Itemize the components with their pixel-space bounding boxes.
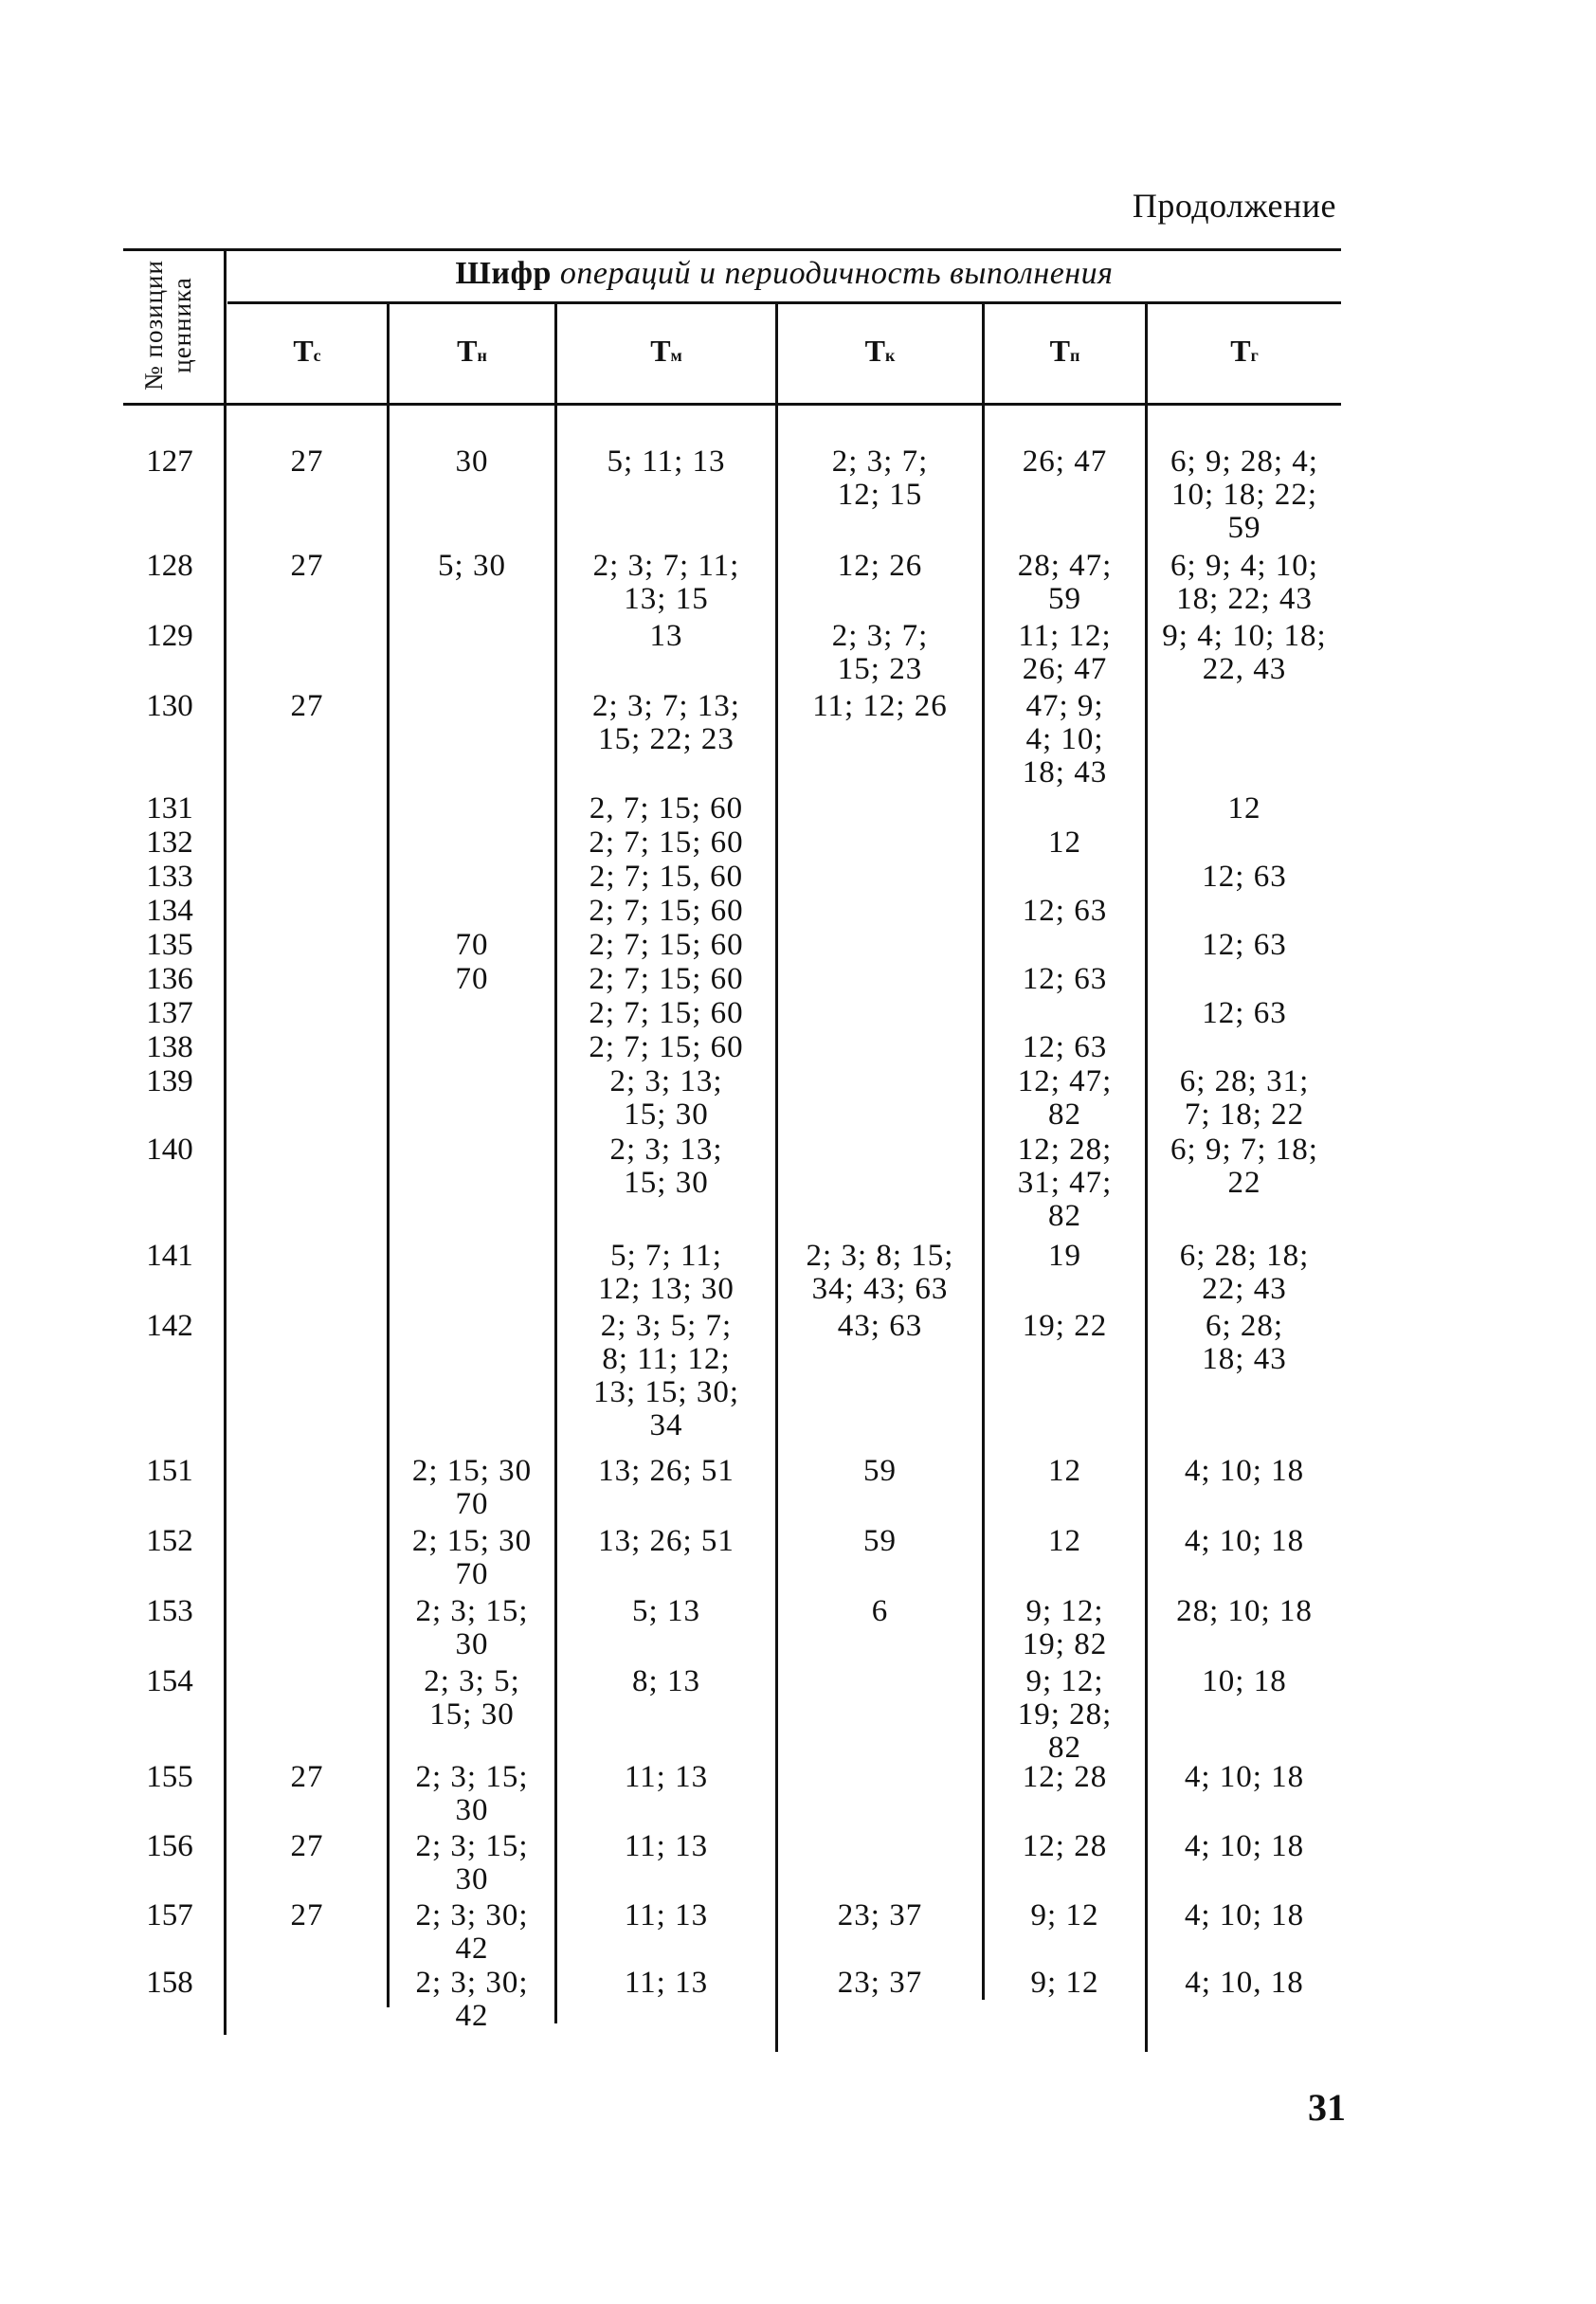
table-cell-tp: 12 — [1048, 1454, 1081, 1488]
table-cell-tm: 2; 3; 5; 7; 8; 11; 12; 13; 15; 30; 34 — [592, 1309, 739, 1442]
column-header-tm-sub: м — [670, 346, 682, 365]
column-header-tg-main: Т — [1230, 334, 1251, 368]
operations-group-header — [227, 256, 1341, 292]
table-cell-tm: 11; 13 — [624, 1760, 709, 1794]
table-cell-tk: 2; 3; 8; 15; 34; 43; 63 — [806, 1239, 954, 1306]
position-number-header — [97, 254, 239, 396]
table-cell-tm: 2; 7; 15; 60 — [589, 894, 744, 928]
table-cell-tp: 12; 63 — [1022, 1030, 1108, 1064]
table-cell-tn: 2; 3; 30; 42 — [415, 1898, 529, 1966]
table-cell-tg: 10; 18 — [1202, 1664, 1287, 1698]
table-cell-tc: 27 — [290, 444, 324, 479]
table-cell-tg: 4; 10; 18 — [1184, 1760, 1305, 1794]
table-cell-tp: 9; 12 — [1030, 1898, 1099, 1932]
table-cell-tp: 19; 22 — [1022, 1309, 1108, 1343]
table-cell-tm: 11; 13 — [624, 1898, 709, 1932]
table-cell-tn: 2; 15; 30 70 — [411, 1524, 533, 1591]
table-cell-tm: 13; 26; 51 — [598, 1454, 735, 1488]
row-position-number: 135 — [146, 928, 193, 962]
column-header-tp-sub: п — [1069, 346, 1080, 365]
row-position-number: 132 — [146, 825, 193, 860]
table-cell-tg: 12 — [1227, 791, 1261, 825]
column-header-tm-main: Т — [650, 334, 671, 368]
column-header-tk — [778, 334, 982, 369]
table-cell-tn: 2; 3; 5; 15; 30 — [424, 1664, 520, 1732]
table-cell-tm: 11; 13 — [624, 1829, 709, 1863]
table-cell-tp: 26; 47 — [1022, 444, 1108, 479]
column-header-tn-sub: н — [477, 346, 487, 365]
table-cell-tg: 6; 9; 4; 10; 18; 22; 43 — [1170, 549, 1318, 616]
column-header-tn-main: Т — [457, 334, 478, 368]
table-cell-tg: 12; 63 — [1202, 928, 1287, 962]
table-cell-tc: 27 — [290, 1898, 324, 1932]
table-cell-tn: 2; 3; 15; 30 — [415, 1829, 529, 1896]
table-cell-tm: 2; 3; 13; 15; 30 — [609, 1133, 723, 1200]
column-header-tp-main: Т — [1049, 334, 1070, 368]
table-cell-tn: 2; 3; 30; 42 — [415, 1966, 529, 2033]
row-position-number: 133 — [146, 860, 193, 894]
table-cell-tg: 6; 28; 18; 43 — [1202, 1309, 1287, 1376]
row-position-number: 154 — [146, 1664, 193, 1698]
table-cell-tp: 9; 12; 19; 82 — [1022, 1594, 1108, 1661]
table-cell-tk: 11; 12; 26 — [812, 689, 948, 723]
table-cell-tm: 8; 13 — [632, 1664, 700, 1698]
row-position-number: 127 — [146, 444, 193, 479]
table-cell-tp: 28; 47; 59 — [1017, 549, 1113, 616]
table-cell-tk: 2; 3; 7; 15; 23 — [831, 619, 929, 686]
table-cell-tm: 2; 7; 15; 60 — [589, 825, 744, 860]
table-cell-tm: 2; 7; 15, 60 — [589, 860, 744, 894]
table-cell-tn: 2; 3; 15; 30 — [415, 1760, 529, 1827]
row-position-number: 152 — [146, 1524, 193, 1558]
column-header-tc — [227, 334, 387, 369]
table-cell-tp: 9; 12 — [1030, 1966, 1099, 2000]
column-header-tk-main: Т — [864, 334, 885, 368]
table-cell-tg: 4; 10, 18 — [1185, 1966, 1304, 2000]
table-cell-tg: 6; 28; 31; 7; 18; 22 — [1179, 1064, 1310, 1132]
table-cell-tg: 4; 10; 18 — [1184, 1454, 1305, 1488]
row-position-number: 136 — [146, 962, 193, 996]
table-cell-tc: 27 — [290, 1760, 324, 1794]
table-cell-tm: 2; 7; 15; 60 — [589, 1030, 744, 1064]
table-cell-tm: 11; 13 — [624, 1966, 709, 2000]
column-header-tg — [1148, 334, 1341, 369]
table-cell-tm: 2; 7; 15; 60 — [589, 962, 744, 996]
column-header-tk-sub: к — [884, 346, 896, 365]
table-cell-tp: 19 — [1048, 1239, 1081, 1273]
table-cell-tg: 6; 9; 7; 18; 22 — [1170, 1133, 1318, 1200]
table-cell-tg: 6; 9; 28; 4; 10; 18; 22; 59 — [1170, 444, 1318, 545]
table-cell-tc: 27 — [290, 689, 324, 723]
position-number-header-text: № позиции ценника — [139, 260, 196, 390]
table-cell-tp: 12 — [1048, 1524, 1081, 1558]
table-cell-tn: 70 — [455, 928, 489, 962]
table-cell-tp: 12; 47; 82 — [1017, 1064, 1113, 1132]
row-position-number: 156 — [146, 1829, 193, 1863]
table-cell-tm: 5; 11; 13 — [607, 444, 726, 479]
table-cell-tg: 9; 4; 10; 18; 22, 43 — [1162, 619, 1327, 686]
table-cell-tp: 12 — [1048, 825, 1081, 860]
table-cell-tg: 12; 63 — [1202, 860, 1287, 894]
table-cell-tg: 6; 28; 18; 22; 43 — [1179, 1239, 1310, 1306]
table-cell-tp: 12; 28; 31; 47; 82 — [1017, 1133, 1113, 1233]
row-position-number: 128 — [146, 549, 193, 583]
row-position-number: 130 — [146, 689, 193, 723]
table-cell-tg: 28; 10; 18 — [1176, 1594, 1313, 1628]
table-cell-tm: 13; 26; 51 — [598, 1524, 735, 1558]
table-cell-tk: 23; 37 — [837, 1898, 923, 1932]
table-cell-tp: 12; 28 — [1022, 1760, 1108, 1794]
table-cell-tk: 6 — [871, 1594, 889, 1628]
table-cell-tk: 43; 63 — [837, 1309, 923, 1343]
table-cell-tg: 4; 10; 18 — [1184, 1829, 1305, 1863]
table-cell-tk: 12; 26 — [837, 549, 923, 583]
column-header-tc-sub: с — [313, 346, 321, 365]
continuation-label: Продолжение — [1132, 187, 1336, 225]
table-cell-tg: 4; 10; 18 — [1184, 1898, 1305, 1932]
group-header-first-word: Шифр — [455, 256, 552, 291]
table-cell-tm: 2, 7; 15; 60 — [589, 791, 744, 825]
row-position-number: 134 — [146, 894, 193, 928]
table-top-rule — [123, 248, 1341, 251]
table-cell-tn: 2; 3; 15; 30 — [415, 1594, 529, 1661]
row-position-number: 155 — [146, 1760, 193, 1794]
table-cell-tp: 12; 28 — [1022, 1829, 1108, 1863]
row-position-number: 142 — [146, 1309, 193, 1343]
row-position-number: 151 — [146, 1454, 193, 1488]
row-position-number: 157 — [146, 1898, 193, 1932]
table-cell-tm: 5; 7; 11; 12; 13; 30 — [598, 1239, 735, 1306]
table-cell-tm: 13 — [649, 619, 683, 653]
column-header-tn — [390, 334, 554, 369]
row-position-number: 137 — [146, 996, 193, 1030]
row-position-number: 138 — [146, 1030, 193, 1064]
row-position-number: 153 — [146, 1594, 193, 1628]
table-cell-tp: 11; 12; 26; 47 — [1018, 619, 1112, 686]
column-header-tc-main: Т — [293, 334, 314, 368]
row-position-number: 141 — [146, 1239, 193, 1273]
row-position-number: 139 — [146, 1064, 193, 1098]
table-cell-tg: 12; 63 — [1202, 996, 1287, 1030]
table-cell-tk: 23; 37 — [837, 1966, 923, 2000]
table-cell-tm: 5; 13 — [632, 1594, 700, 1628]
row-position-number: 129 — [146, 619, 193, 653]
table-cell-tn: 2; 15; 30 70 — [411, 1454, 533, 1521]
table-cell-tn: 70 — [455, 962, 489, 996]
group-header-rule — [227, 301, 1341, 304]
group-header-rest: операций и периодичность выполнения — [551, 256, 1114, 291]
page-number: 31 — [1308, 2086, 1346, 2129]
row-position-number: 158 — [146, 1966, 193, 2000]
table-cell-tp: 12; 63 — [1022, 962, 1108, 996]
column-header-rule — [123, 403, 1341, 406]
table-cell-tg: 4; 10; 18 — [1184, 1524, 1305, 1558]
table-cell-tc: 27 — [290, 1829, 324, 1863]
table-cell-tm: 2; 7; 15; 60 — [589, 996, 744, 1030]
table-cell-tp: 12; 63 — [1022, 894, 1108, 928]
table-cell-tn: 5; 30 — [438, 549, 506, 583]
column-header-tg-sub: г — [1250, 346, 1259, 365]
column-header-tm — [557, 334, 775, 369]
table-cell-tm: 2; 3; 13; 15; 30 — [609, 1064, 723, 1132]
row-position-number: 140 — [146, 1133, 193, 1167]
column-header-tp — [985, 334, 1145, 369]
table-cell-tk: 59 — [863, 1524, 897, 1558]
table-cell-tm: 2; 7; 15; 60 — [589, 928, 744, 962]
table-cell-tn: 30 — [455, 444, 489, 479]
table-cell-tp: 9; 12; 19; 28; 82 — [1017, 1664, 1113, 1765]
table-cell-tm: 2; 3; 7; 13; 15; 22; 23 — [592, 689, 740, 756]
table-cell-tp: 47; 9; 4; 10; 18; 43 — [1022, 689, 1108, 789]
table-cell-tm: 2; 3; 7; 11; 13; 15 — [592, 549, 740, 616]
table-cell-tk: 2; 3; 7; 12; 15 — [831, 444, 929, 512]
table-cell-tk: 59 — [863, 1454, 897, 1488]
row-position-number: 131 — [146, 791, 193, 825]
table-cell-tc: 27 — [290, 549, 324, 583]
pos-column-divider — [224, 248, 227, 2035]
